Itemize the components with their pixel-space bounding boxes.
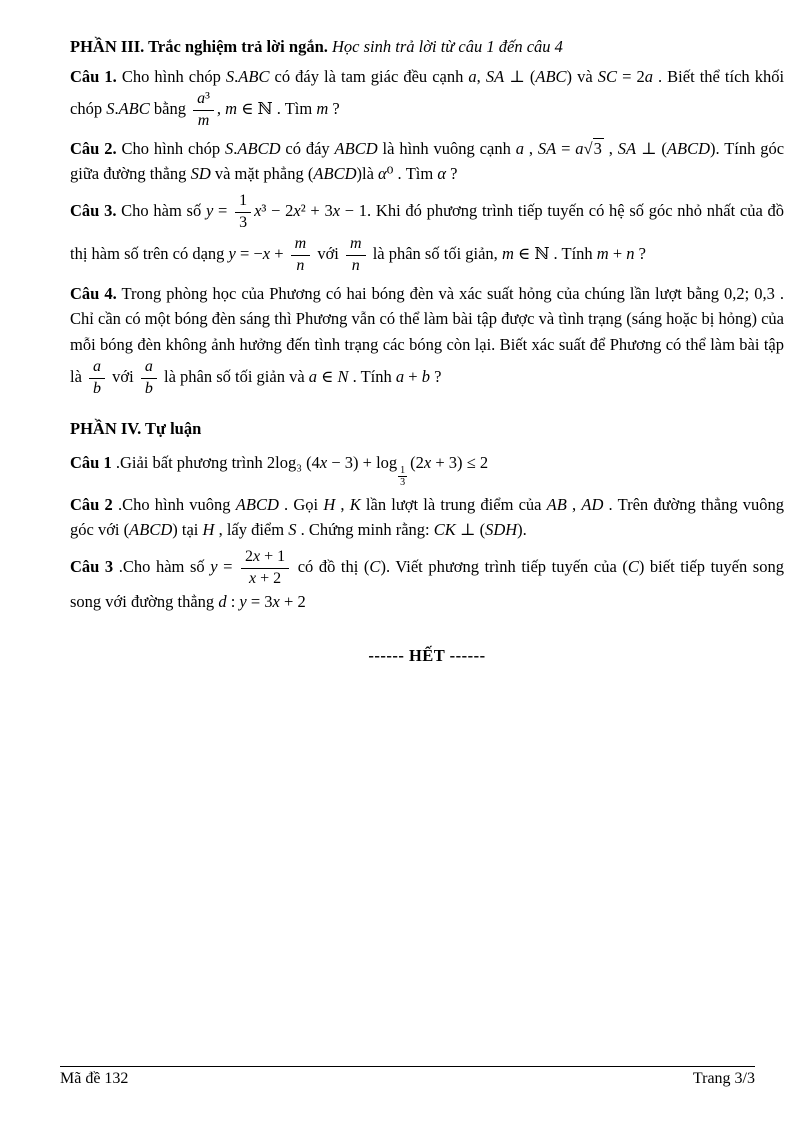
question-label: Câu 1	[70, 452, 112, 472]
fraction: $\frac{\text{a³}}{m}$	[193, 90, 214, 131]
sqrt-radical: √3	[583, 138, 602, 158]
question-label: Câu 1.	[70, 66, 117, 86]
fraction: $\frac{m}{n}$	[346, 235, 366, 276]
part4-heading	[70, 416, 784, 442]
part4-question-3: Câu 3 .Cho hàm số y = $\frac{2x + 1}{x + 2}$ có đồ thị (C). Viết phương trình tiếp tuyến của (C) biết tiếp tuyến song song với đường thẳng d : y = 3x + 2	[70, 547, 784, 612]
fraction: $\frac{a}{b}$	[141, 358, 157, 399]
page-footer	[60, 1066, 755, 1088]
part4-question-1: Câu 1 .Giải bất phương trình 2log₃ (4x − 3) + log $\frac{1}{3}$ (2x + 3) ≤ 2	[70, 452, 489, 488]
question-label: Câu 2	[70, 494, 113, 514]
question-label: Câu 4.	[70, 283, 117, 303]
part3-question-3: Câu 3. Cho hàm số y = $\frac{1}{3}$ x³ − 2x² + 3x − 1. Khi đó phương trình tiếp tuyến có hệ số góc nhỏ nhất của đồ thị hàm số trên có dạng y = −x + $\frac{m}{n}$ với $\frac{m}{n}$ là phân số tối giản, m ∈ ℕ . Tính m + n ?	[70, 192, 785, 274]
footer-exam-code: Mã đề 132	[60, 1070, 129, 1087]
log-base-fraction: $\frac{1}{3}$	[400, 464, 406, 488]
question-label: PHẦN III. Trắc nghiệm trả lời ngắn.	[70, 37, 328, 56]
part3-question-2: Câu 2. Cho hình chóp S.ABCD có đáy ABCD là hình vuông cạnh a , SA = a√3 , SA ⊥ (ABCD). Tính góc giữa đường thẳng SD và mặt phẳng (ABCD)là α⁰ . Tìm α ?	[70, 138, 785, 184]
fraction: $\frac{a}{b}$	[89, 358, 105, 399]
question-label: PHẦN IV. Tự luận	[70, 418, 202, 438]
question-label: Câu 3.	[70, 201, 117, 221]
fraction: $\frac{2x + 1}{x + 2}$	[241, 548, 289, 589]
fraction: $\frac{1}{3}$	[235, 192, 251, 233]
part3-question-1: Câu 1. Cho hình chóp S.ABC có đáy là tam giác đều cạnh a, SA ⊥ (ABC) và SC = 2a . Biết thể tích khối chóp S.ABC bằng $\frac{\text{a³}}{m}$ , m ∈ ℕ . Tìm m ?	[70, 66, 785, 129]
question-label: Câu 3	[70, 556, 114, 576]
question-label: Câu 2.	[70, 138, 117, 158]
part4-question-2: Câu 2 .Cho hình vuông ABCD . Gọi H , K lần lượt là trung điểm của AB , AD . Trên đường thẳng vuông góc với (ABCD) tại H , lấy điểm S . Chứng minh rằng: CK ⊥ (SDH).	[70, 494, 785, 540]
fraction: $\frac{m}{n}$	[291, 235, 311, 276]
part3-question-4: Câu 4. Trong phòng học của Phương có hai bóng đèn và xác suất hỏng của chúng lần lượt bằng 0,2; 0,3 . Chỉ cần có một bóng đèn sáng thì Phương vẫn có thể làm bài tập được và tình trạng (sáng hoặc bị hỏng) của mỗi bóng đèn không ảnh hưởng đến tình trạng các bóng còn lại. Biết xác suất để Phương có thể làm bài tập là $\frac{a}{b}$ với $\frac{a}{b}$ là phân số tối giản và a ∈ N . Tính a + b ?	[70, 283, 784, 398]
footer-page-number: Trang 3/3	[692, 1070, 755, 1087]
end-marker: ------ HẾT ------	[368, 645, 486, 665]
part3-heading: PHẦN III. Trắc nghiệm trả lời ngắn. Học sinh trả lời từ câu 1 đến câu 4	[70, 37, 563, 56]
